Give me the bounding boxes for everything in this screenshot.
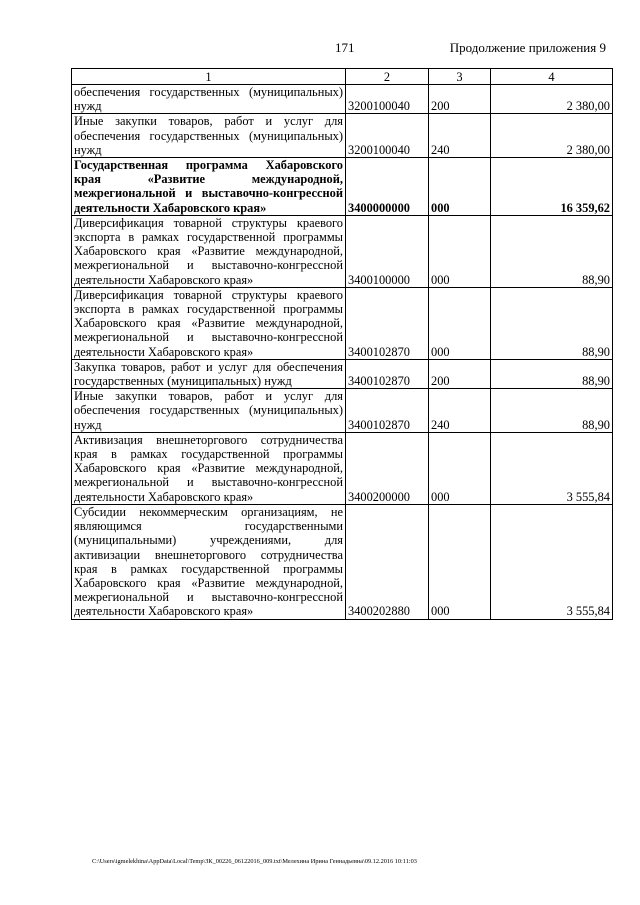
row-code: 3400100000 [346,215,429,287]
row-code: 3200100040 [346,114,429,158]
row-name: Государственная программа Хабаровского края «Развитие международной, межрегиональной и выставочно-конгрессной деятельности Хабаровского края» [72,158,346,216]
row-sum: 3 555,84 [491,504,613,619]
row-sum: 88,90 [491,287,613,359]
row-name: Иные закупки товаров, работ и услуг для обеспечения государственных (муниципальных) нужд [72,114,346,158]
row-sum: 2 380,00 [491,85,613,114]
row-code: 3400102870 [346,287,429,359]
row-code: 3400200000 [346,432,429,504]
row-sum: 88,90 [491,359,613,388]
row-name: Иные закупки товаров, работ и услуг для обеспечения государственных (муниципальных) нужд [72,389,346,433]
row-name: Активизация внешнеторгового сотрудничества края в рамках государственной программы Хабаровского края «Развитие международной, межрегиональной и выставочно-конгрессной деятельности Хабаровского края» [72,432,346,504]
row-type: 240 [429,389,491,433]
row-type: 200 [429,85,491,114]
row-name: Закупка товаров, работ и услуг для обеспечения государственных (муниципальных) нужд [72,359,346,388]
row-sum: 3 555,84 [491,432,613,504]
row-sum: 88,90 [491,215,613,287]
row-type: 000 [429,287,491,359]
row-type: 000 [429,432,491,504]
table-row [72,359,613,388]
row-name: обеспечения государственных (муниципальных) нужд [72,85,346,114]
column-number: 1 [72,69,346,85]
table-row [72,287,613,359]
table-row [72,114,613,158]
row-type: 000 [429,158,491,216]
table-row [72,215,613,287]
column-number-row [72,69,613,85]
appendix-continuation: Продолжение приложения 9 [449,40,606,55]
row-sum: 2 380,00 [491,114,613,158]
row-code: 3400102870 [346,359,429,388]
table-row [72,504,613,619]
row-code: 3400202880 [346,504,429,619]
budget-table [71,68,613,620]
row-type: 000 [429,215,491,287]
table-row [72,432,613,504]
row-sum: 16 359,62 [491,158,613,216]
row-name: Диверсификация товарной структуры краевого экспорта в рамках государственной программы Хабаровского края «Развитие международной, межрегиональной и выставочно-конгрессной деятельности Хабаровского края» [72,287,346,359]
table-row [72,85,613,114]
table-row [72,389,613,433]
row-code: 3400102870 [346,389,429,433]
row-type: 200 [429,359,491,388]
table-row [72,158,613,216]
column-number: 4 [491,69,613,85]
column-number: 2 [346,69,429,85]
column-number: 3 [429,69,491,85]
row-type: 240 [429,114,491,158]
row-name: Субсидии некоммерческим организациям, не являющимся государственными (муниципальными) учреждениями, для активизации внешнеторгового сотрудничества края в рамках государственной программы Хабаровского края «Развитие международной, межрегиональной и выставочно-конгрессной деятельности Хабаровского края» [72,504,346,619]
row-name: Диверсификация товарной структуры краевого экспорта в рамках государственной программы Хабаровского края «Развитие международной, межрегиональной и выставочно-конгрессной деятельности Хабаровского края» [72,215,346,287]
row-code: 3200100040 [346,85,429,114]
row-code: 3400000000 [346,158,429,216]
row-type: 000 [429,504,491,619]
page-number: 171 [335,40,355,55]
row-sum: 88,90 [491,389,613,433]
file-path-footer: C:\Users\igmelekhina\AppData\Local\Temp\ЗК_00226_06122016_009.txt\Мелехина Ирина Геннадьевна\09.12.2016 10:11:03 [92,858,417,865]
